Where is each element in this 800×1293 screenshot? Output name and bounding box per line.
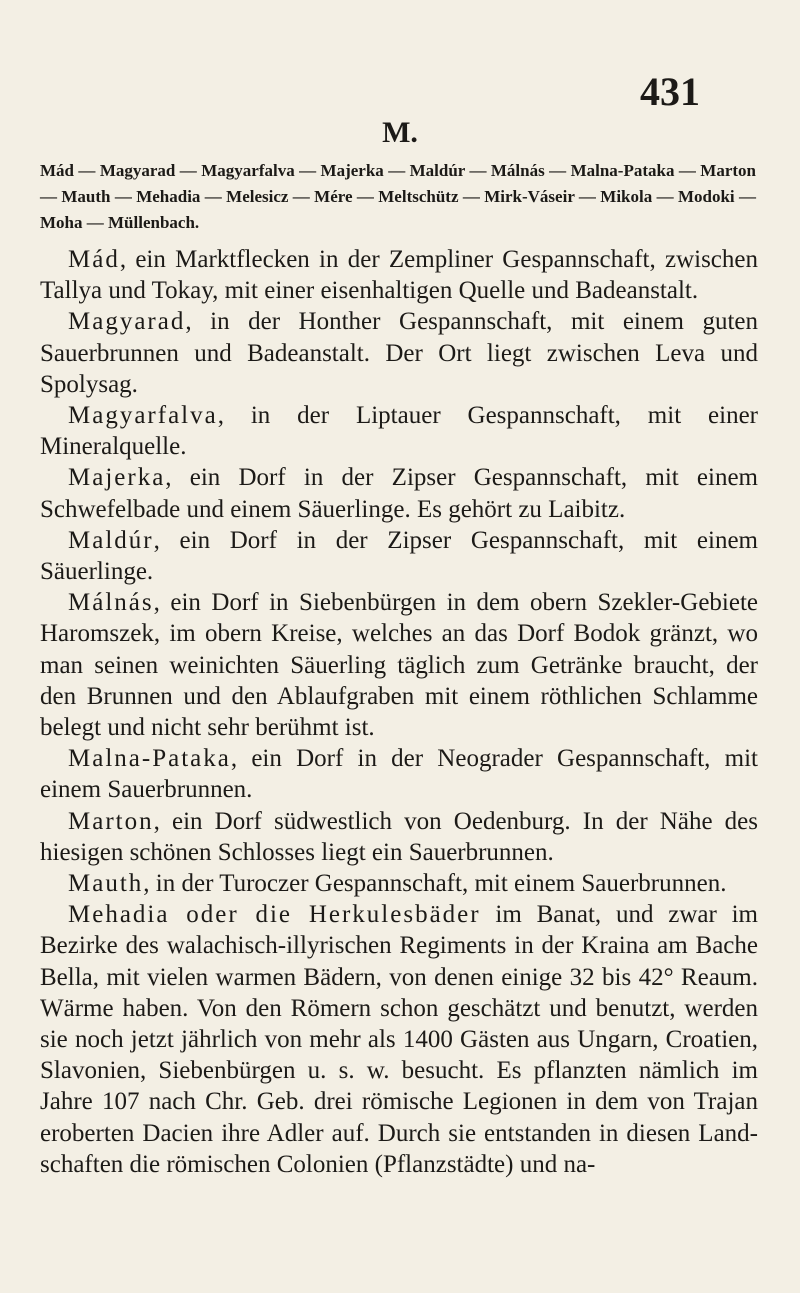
entry-mauth [40, 868, 758, 899]
entry-majerka [40, 462, 758, 524]
entry-term: Mehadia oder die Herkulesbäder [68, 901, 481, 929]
entry-magyarfalva [40, 400, 758, 462]
entry-mehadia [40, 899, 758, 1180]
entry-term: Marton [68, 807, 154, 835]
entry-term: Mauth [68, 870, 144, 898]
page-number: 431 [640, 69, 700, 114]
entry-text: , ein Dorf in der Neograder Gespannschaft, mit einem Sauerbrunnen. [40, 745, 758, 804]
entry-text: , in der Honther Gespannschaft, mit einem guten Sauerbrunnen und Badeanstalt. Der Ort liegt zwischen Leva und Spolysag. [40, 308, 758, 398]
entry-maldur [40, 525, 758, 587]
entry-term: Maldúr [68, 526, 154, 554]
entry-malna-pataka [40, 743, 758, 805]
entry-text: , ein Marktflecken in der Zempliner Gespannschaft, zwischen Tallya und Tokay, mit einer eisenhaltigen Quelle und Badeanstalt. [40, 246, 758, 305]
entry-text: , in der Turoczer Gespannschaft, mit einem Sauerbrunnen. [143, 870, 727, 898]
entry-text: , in der Liptauer Gespannschaft, mit einer Mineralquelle. [40, 402, 758, 461]
entry-term: Mád [68, 246, 120, 273]
entry-term: Majerka [68, 464, 166, 492]
entry-text: , ein Dorf in der Zipser Gespannschaft, mit einem Schwefelbade und einem Säuerlinge. Es gehört zu Laibitz. [40, 464, 758, 523]
entry-marton [40, 806, 758, 868]
entry-mad [40, 244, 758, 306]
entry-text: im Banat, und zwar im Bezirke des walachisch-illyrischen Regiments in der Kraina am Bache Bella, mit vielen warmen Bädern, von denen einige 32 bis 42° Reaum. Wärme haben. Von den Römern schon geschätzt und benutzt, werden sie noch jetzt jährlich von mehr als 1400 Gästen aus Ungarn, Croatien, Slavonien, Siebenbürgen u. s. w. besucht. Es pflanzten nämlich im Jahre 107 nach Chr. Geb. drei römische Legionen in dem von Trajan eroberten Dacien ihre Adler auf. Durch sie entstanden in diesen Landschaften die römischen Colonien (Pflanzstädte) und na- [40, 901, 758, 1178]
entry-term: Magyarad [68, 308, 186, 336]
entry-malnas [40, 587, 758, 743]
entry-term: Malna-Pataka [68, 745, 231, 773]
entry-text: , ein Dorf in Siebenbürgen in dem obern Szekler-Gebiete Haromszek, im obern Kreise, welches an das Dorf Bodok gränzt, wo man seinen weinichten Säuerling täglich zum Getränke braucht, der den Brunnen und den Ablaufgraben mit einem röthlichen Schlamme belegt und nicht sehr berühmt ist. [40, 589, 758, 742]
entry-term: Magyarfalva [68, 402, 218, 430]
dictionary-entries [40, 244, 758, 1180]
entry-text: , ein Dorf südwestlich von Oedenburg. In der Nähe des hiesigen schönen Schlosses liegt ein Sauerbrunnen. [40, 807, 758, 866]
entry-magyarad [40, 306, 758, 400]
entry-index-line: Mád — Magyarad — Magyarfalva — Majerka — Maldúr — Málnás — Malna-Pataka — Marton — Mauth — Mehadia — Melesicz — Mére — Meltschütz — Mirk-Váseir — Mikola — Modoki — Moha — Müllenbach. [40, 161, 756, 232]
entry-text: , ein Dorf in der Zipser Gespannschaft, mit einem Säuerlinge. [40, 526, 758, 586]
entry-term: Málnás [68, 589, 154, 617]
section-heading: M. [382, 116, 418, 149]
